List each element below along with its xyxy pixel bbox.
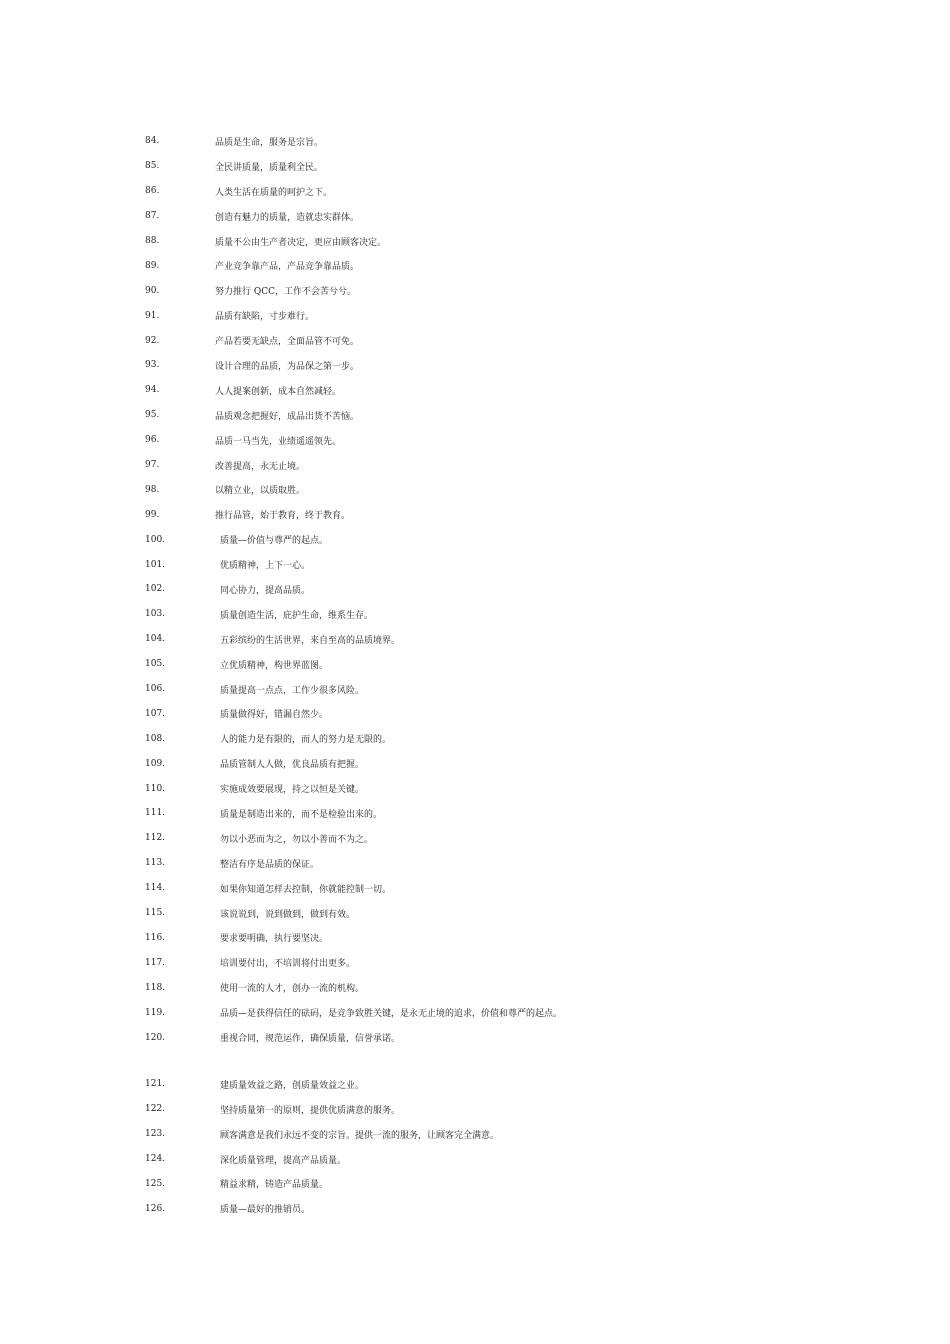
item-text: 顾客满意是我们永远不变的宗旨。提供一流的服务，让顾客完全满意。 xyxy=(220,1130,500,1141)
list-item xyxy=(145,477,905,502)
item-text: 人的能力是有限的，而人的努力是无限的。 xyxy=(220,735,392,746)
list-item xyxy=(145,826,905,851)
list-item xyxy=(145,453,905,478)
item-text: 推行品管，始于教育，终于教育。 xyxy=(215,511,351,522)
item-number: 119. xyxy=(145,1007,166,1018)
item-text: 产品若要无缺点，全面品管不可免。 xyxy=(215,337,360,348)
item-number: 126. xyxy=(145,1203,166,1214)
item-text: 使用一流的人才，创办一流的机构。 xyxy=(220,984,365,995)
item-number: 97. xyxy=(145,460,160,471)
item-text: 品质有缺陷，寸步难行。 xyxy=(215,312,315,323)
list-item xyxy=(145,253,905,278)
list-item xyxy=(145,303,905,328)
list-item xyxy=(145,701,905,726)
item-number: 116. xyxy=(145,932,166,943)
item-text: 同心协力，提高品质。 xyxy=(220,585,311,596)
list-item xyxy=(145,776,905,801)
item-number: 91. xyxy=(145,310,160,321)
item-number: 89. xyxy=(145,260,160,271)
list-item xyxy=(145,876,905,901)
item-number: 124. xyxy=(145,1154,166,1165)
item-text: 实施成效要展现，持之以恒是关键。 xyxy=(220,785,365,796)
list-item xyxy=(145,154,905,179)
item-text: 重视合同，规范运作，确保质量，信誉承诺。 xyxy=(220,1034,401,1044)
list-item xyxy=(145,677,905,702)
item-number: 95. xyxy=(145,410,160,421)
item-text: 品质—是获得信任的砝码，是竞争致胜关键，是永无止境的追求，价值和尊严的起点。 xyxy=(220,1009,563,1020)
item-number: 120. xyxy=(145,1032,166,1043)
item-number: 103. xyxy=(145,609,166,620)
item-text: 要求要明确，执行要坚决。 xyxy=(220,934,329,945)
item-number: 110. xyxy=(145,783,166,794)
list-item xyxy=(145,328,905,353)
list-item xyxy=(145,577,905,602)
item-text: 人类生活在质量的呵护之下。 xyxy=(215,187,333,198)
item-number: 86. xyxy=(145,186,160,197)
item-text: 设计合理的品质，为品保之第一步。 xyxy=(215,361,360,372)
list-item xyxy=(145,726,905,751)
list-item xyxy=(145,652,905,677)
item-text: 努力推行 QCC，工作不会苦兮兮。 xyxy=(215,287,357,298)
item-number: 118. xyxy=(145,982,166,993)
item-number: 113. xyxy=(145,858,166,869)
list-item xyxy=(145,975,905,1000)
item-number: 101. xyxy=(145,559,166,570)
list-item xyxy=(145,502,905,527)
list-item xyxy=(145,278,905,303)
list-item xyxy=(145,179,905,204)
item-number: 105. xyxy=(145,659,166,670)
item-number: 102. xyxy=(145,584,166,595)
item-text: 该说说到，说到做到，做到有效。 xyxy=(220,909,356,920)
list-item xyxy=(145,229,905,254)
item-text: 勿以小恶而为之，勿以小善而不为之。 xyxy=(220,834,374,845)
item-number: 85. xyxy=(145,161,160,172)
item-number: 90. xyxy=(145,285,160,296)
item-number: 123. xyxy=(145,1129,166,1140)
item-number: 122. xyxy=(145,1104,166,1115)
list-item xyxy=(145,129,905,154)
item-text: 改善提高，永无止境。 xyxy=(215,461,306,472)
list-item xyxy=(145,1147,905,1172)
list-item xyxy=(145,627,905,652)
item-number: 87. xyxy=(145,211,160,222)
item-number: 99. xyxy=(145,509,160,520)
item-text: 质量做得好，错漏自然少。 xyxy=(220,710,329,721)
slogan-list xyxy=(145,129,905,1221)
item-text: 以精立业，以质取胜。 xyxy=(215,486,306,497)
item-text: 坚持质量第一的原则，提供优质满意的服务。 xyxy=(220,1105,401,1116)
item-text: 质量不公由生产者决定，更应由顾客决定。 xyxy=(215,237,387,248)
item-number: 117. xyxy=(145,957,166,968)
list-item xyxy=(145,552,905,577)
list-item xyxy=(145,1122,905,1147)
list-item xyxy=(145,204,905,229)
item-text: 如果你知道怎样去控制，你就能控制一切。 xyxy=(220,884,392,895)
list-item xyxy=(145,926,905,951)
item-number: 98. xyxy=(145,484,160,495)
item-text: 五彩缤纷的生活世界，来自至高的品质境界。 xyxy=(220,635,401,646)
item-number: 111. xyxy=(145,808,166,819)
item-number: 106. xyxy=(145,684,166,695)
list-item xyxy=(145,403,905,428)
item-number: 100. xyxy=(145,534,166,545)
list-item xyxy=(145,602,905,627)
item-number: 94. xyxy=(145,385,160,396)
item-number: 121. xyxy=(145,1079,166,1090)
item-text: 质量提高一点点，工作少很多风险。 xyxy=(220,685,365,696)
item-number: 92. xyxy=(145,335,160,346)
item-text: 人人提案创新，成本自然减轻。 xyxy=(215,386,342,397)
list-item xyxy=(145,1025,905,1050)
item-text: 深化质量管理，提高产品质量。 xyxy=(220,1155,347,1166)
item-number: 112. xyxy=(145,833,166,844)
item-text: 质量—价值与尊严的起点。 xyxy=(220,536,329,547)
list-item xyxy=(145,428,905,453)
section-gap xyxy=(145,1050,905,1072)
item-text: 精益求精，铸造产品质量。 xyxy=(220,1180,329,1191)
item-text: 品质是生命，服务是宗旨。 xyxy=(215,137,324,148)
item-number: 88. xyxy=(145,236,160,246)
item-number: 84. xyxy=(145,136,160,147)
list-item xyxy=(145,901,905,926)
list-item xyxy=(145,353,905,378)
item-number: 114. xyxy=(145,883,166,894)
item-number: 104. xyxy=(145,634,166,645)
item-text: 品质观念把握好，成品出货不苦恼。 xyxy=(215,411,360,422)
item-text: 产业竞争靠产品，产品竞争靠品质。 xyxy=(215,262,360,273)
item-text: 质量—最好的推销员。 xyxy=(220,1205,311,1216)
list-item xyxy=(145,378,905,403)
item-text: 品质管制人人做，优良品质有把握。 xyxy=(220,760,365,771)
item-text: 立优质精神，构世界蓝图。 xyxy=(220,660,329,671)
item-number: 93. xyxy=(145,360,160,371)
list-item xyxy=(145,1072,905,1097)
item-text: 质量创造生活，庇护生命，维系生存。 xyxy=(220,610,374,621)
list-item xyxy=(145,751,905,776)
list-item xyxy=(145,851,905,876)
item-number: 109. xyxy=(145,758,166,769)
list-item xyxy=(145,1172,905,1197)
item-text: 整洁有序是品质的保证。 xyxy=(220,859,320,870)
item-number: 108. xyxy=(145,733,166,744)
item-number: 96. xyxy=(145,435,160,446)
item-number: 125. xyxy=(145,1178,166,1189)
item-text: 创造有魅力的质量，造就忠实群体。 xyxy=(215,212,360,223)
item-text: 全民讲质量，质量利全民。 xyxy=(215,162,324,173)
list-item xyxy=(145,1097,905,1122)
list-item xyxy=(145,950,905,975)
list-item xyxy=(145,1000,905,1025)
item-number: 107. xyxy=(145,708,166,719)
item-text: 质量是制造出来的，而不是检验出来的。 xyxy=(220,809,383,820)
item-number: 115. xyxy=(145,908,166,919)
list-item xyxy=(145,1196,905,1221)
item-text: 建质量效益之路，创质量效益之业。 xyxy=(220,1080,365,1091)
list-item xyxy=(145,527,905,552)
item-text: 优质精神，上下一心。 xyxy=(220,561,311,572)
list-item xyxy=(145,801,905,826)
item-text: 品质一马当先，业绩遥遥领先。 xyxy=(215,436,342,447)
item-text: 培训要付出，不培训将付出更多。 xyxy=(220,959,356,970)
